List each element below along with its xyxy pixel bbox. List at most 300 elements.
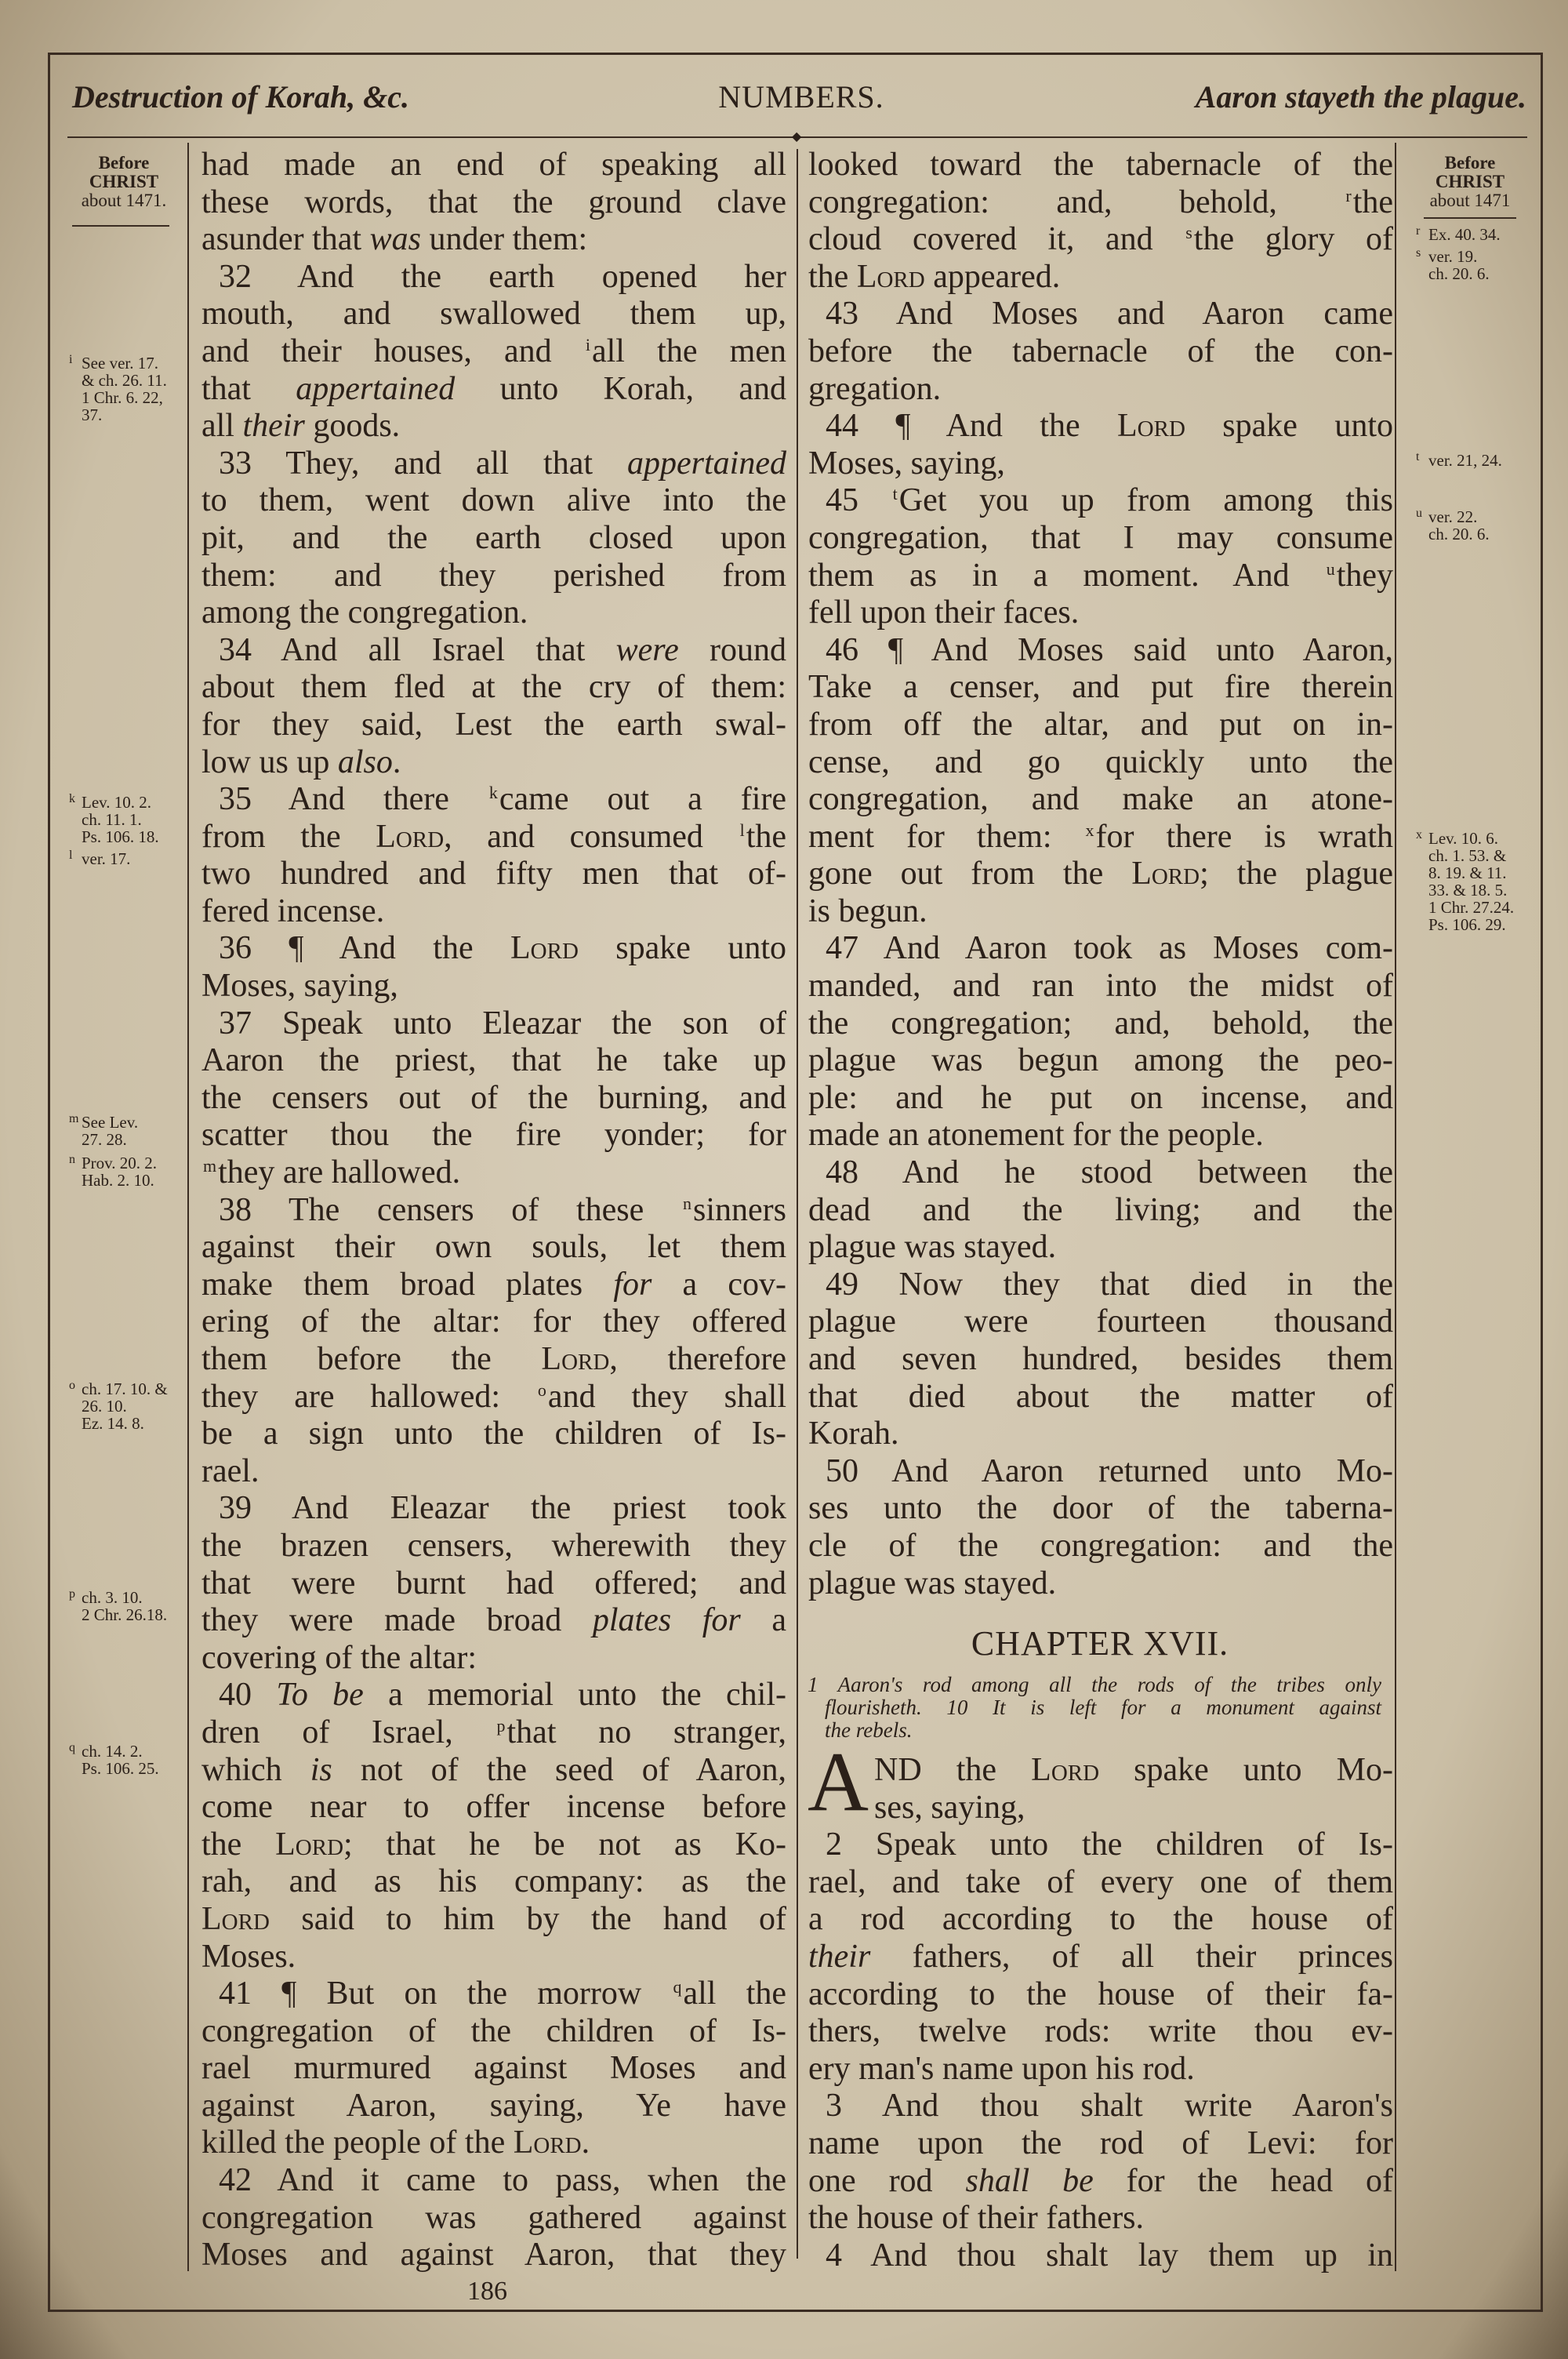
text-segment: for the head of: [1093, 2162, 1393, 2199]
text-segment: said to him by the hand of: [269, 1900, 786, 1937]
text-segment: 43 And Moses and Aaron came: [826, 296, 1393, 333]
text-segment: had made an end of speaking all: [201, 147, 786, 183]
text-segment: plague were fourteen thousand: [808, 1303, 1393, 1340]
small-caps-text: Lord: [510, 930, 579, 967]
date-label: CHRIST: [1435, 172, 1505, 191]
book-title: NUMBERS.: [718, 79, 884, 114]
reference-mark: i: [69, 353, 73, 366]
small-caps-text: Lord: [541, 1341, 610, 1377]
text-segment: ; the plague: [1200, 856, 1393, 892]
text-line: [201, 1453, 786, 1491]
text-line: [201, 371, 786, 409]
reference-text: Prov. 20. 2. Hab. 2. 10.: [82, 1154, 158, 1190]
text-segment: a rod according to the house of: [808, 1901, 1393, 1938]
text-line: [201, 1752, 786, 1790]
text-segment: come near to offer incense before: [201, 1789, 786, 1826]
text-segment: congregation: and, behold,: [808, 184, 1345, 220]
text-segment: ND the: [874, 1752, 1032, 1788]
text-segment: goods.: [304, 408, 401, 445]
text-line: [201, 1939, 786, 1976]
text-segment: the: [1352, 184, 1393, 220]
text-segment: made an atonement for the people.: [808, 1117, 1264, 1154]
text-line: [201, 1826, 786, 1864]
text-segment: sinners: [693, 1191, 786, 1228]
text-segment: which: [201, 1751, 310, 1788]
reference-text: ver. 19. ch. 20. 6.: [1428, 247, 1490, 283]
summary-line: the rebels.: [825, 1718, 913, 1742]
text-line: [201, 259, 786, 296]
text-segment: according to the house of their fa-: [808, 1976, 1393, 2012]
text-segment: before the tabernacle of the con-: [808, 333, 1393, 369]
cross-reference-mark: s: [1185, 223, 1192, 243]
left-margin-divider: [187, 143, 189, 2271]
left-text-column: [201, 147, 786, 2274]
text-line: [808, 296, 1393, 333]
text-line: [808, 1528, 1393, 1565]
text-segment: rael.: [201, 1452, 260, 1489]
text-segment: a cov-: [652, 1266, 786, 1303]
text-segment: Moses, saying,: [201, 968, 398, 1005]
marginal-reference: [1416, 450, 1502, 470]
text-segment: the: [746, 818, 786, 855]
text-line: [808, 1117, 1393, 1154]
text-segment: spake unto: [1185, 408, 1394, 445]
reference-mark: s: [1416, 246, 1421, 260]
text-line: [808, 594, 1393, 632]
text-segment: a memorial unto the chil-: [363, 1677, 786, 1714]
text-segment: the: [201, 1826, 276, 1863]
text-line: [201, 1267, 786, 1304]
text-line: [201, 1080, 786, 1118]
text-segment: came out a fire: [499, 781, 787, 818]
text-line: [201, 2013, 786, 2051]
text-segment: cle of the congregation: and the: [808, 1527, 1393, 1564]
text-line: [808, 968, 1393, 1005]
small-caps-text: Lord: [275, 1826, 344, 1863]
text-line: [808, 2237, 1393, 2275]
cross-reference-mark: x: [1085, 820, 1094, 840]
summary-line: 1 Aaron's rod among all the rods of the tribes only: [808, 1673, 1381, 1696]
italic-text: for: [613, 1266, 652, 1303]
right-text-column: [808, 147, 1393, 1602]
text-line: [808, 1379, 1393, 1416]
text-line: [201, 1640, 786, 1677]
text-segment: Moses and against Aaron, that they: [201, 2237, 786, 2274]
text-segment: that no stranger,: [506, 1714, 786, 1750]
text-line: [201, 147, 786, 184]
text-line: [808, 744, 1393, 782]
text-line: [201, 520, 786, 558]
text-segment: Aaron the priest, that he take up: [201, 1042, 786, 1079]
text-line: [201, 1602, 786, 1640]
text-segment: from off the altar, and put on in-: [808, 706, 1393, 743]
text-line: [808, 1752, 1393, 1790]
text-segment: , therefore: [609, 1341, 786, 1377]
small-caps-text: Lord: [513, 2125, 582, 2161]
reference-text: ver. 22. ch. 20. 6.: [1428, 507, 1490, 543]
text-segment: the glory of: [1193, 221, 1394, 258]
cross-reference-mark: t: [892, 484, 898, 504]
text-segment: plague was begun among the peo-: [808, 1042, 1393, 1079]
cross-reference-mark: p: [496, 1715, 506, 1736]
text-segment: 49 Now they that died in the: [826, 1266, 1393, 1303]
cross-reference-mark: o: [537, 1379, 546, 1400]
text-segment: gone out from the: [808, 856, 1132, 892]
text-segment: all the: [683, 1976, 787, 2012]
text-segment: Moses.: [201, 1938, 296, 1975]
text-segment: cloud covered it, and: [808, 221, 1185, 258]
text-segment: 39 And Eleazar the priest took: [219, 1490, 786, 1527]
date-label: Before: [98, 153, 150, 173]
column-divider: [797, 149, 798, 2259]
reference-mark: p: [69, 1587, 75, 1601]
text-line: [808, 445, 1393, 483]
italic-text: shall be: [965, 2162, 1094, 2199]
reference-text: ch. 17. 10. & 26. 10. Ez. 14. 8.: [82, 1379, 168, 1433]
text-segment: they are hallowed.: [218, 1154, 461, 1191]
text-segment: 4 And thou shalt lay them up in: [826, 2237, 1393, 2274]
text-line: [201, 445, 786, 483]
marginal-reference: [69, 353, 167, 424]
small-caps-text: Lord: [376, 818, 445, 855]
text-segment: that: [201, 370, 296, 407]
text-line: [201, 2125, 786, 2162]
text-segment: spake unto: [578, 930, 787, 967]
text-segment: make them broad plates: [201, 1266, 614, 1303]
text-line: [201, 819, 786, 856]
running-head-left: Destruction of Korah, &c.: [72, 79, 410, 114]
text-segment: looked toward the tabernacle of the: [808, 147, 1393, 183]
text-line: [808, 1939, 1393, 1976]
chapter-text: [808, 1752, 1393, 2274]
text-segment: Take a censer, and put fire therein: [808, 669, 1393, 706]
small-caps-text: Lord: [1131, 856, 1200, 892]
marginal-reference: [69, 1741, 159, 1778]
text-line: [808, 1490, 1393, 1528]
reference-text: ch. 14. 2. Ps. 106. 25.: [82, 1742, 159, 1778]
text-segment: under them:: [420, 221, 588, 258]
reference-text: Ex. 40. 34.: [1428, 225, 1501, 244]
text-line: [808, 259, 1393, 296]
text-segment: all the men: [592, 333, 786, 369]
reference-text: Lev. 10. 6. ch. 1. 53. & 8. 19. & 11. 33. & 18. 5. 1 Chr. 27.24. Ps. 106. 29.: [1428, 829, 1515, 934]
reference-mark: n: [69, 1153, 75, 1166]
italic-text: appertained: [627, 445, 786, 482]
text-line: [808, 371, 1393, 409]
text-segment: plague was stayed.: [808, 1565, 1057, 1601]
date-note-right: [1403, 154, 1537, 210]
text-line: [201, 184, 786, 222]
text-segment: all: [201, 408, 243, 445]
reference-text: ch. 3. 10. 2 Chr. 26.18.: [82, 1588, 168, 1624]
marginal-reference: [1416, 828, 1515, 934]
text-segment: asunder that: [201, 221, 370, 258]
text-segment: the: [808, 258, 857, 295]
text-line: [808, 1453, 1393, 1491]
page-number: 186: [467, 2277, 507, 2306]
text-segment: round: [678, 631, 786, 668]
text-line: [201, 408, 786, 445]
text-segment: 44 ¶ And the: [826, 408, 1117, 445]
small-caps-text: Lord: [1117, 408, 1185, 445]
text-line: [201, 221, 786, 259]
text-segment: ses unto the door of the taberna-: [808, 1490, 1393, 1527]
text-line: [808, 781, 1393, 819]
reference-mark: t: [1416, 450, 1420, 463]
header-ornament-icon: ◆: [792, 130, 802, 144]
text-line: [808, 333, 1393, 371]
italic-text: is: [310, 1751, 332, 1788]
reference-mark: l: [69, 849, 73, 862]
italic-text: their: [242, 408, 305, 445]
text-line: [201, 1341, 786, 1379]
text-line: [808, 1080, 1393, 1118]
text-line: [808, 930, 1393, 968]
text-segment: that died about the matter of: [808, 1378, 1393, 1415]
cross-reference-mark: n: [683, 1193, 691, 1213]
marginal-reference: [1416, 246, 1490, 283]
reference-text: ver. 21, 24.: [1428, 451, 1502, 470]
text-segment: not of the seed of Aaron,: [332, 1751, 786, 1788]
text-line: [201, 744, 786, 782]
text-segment: against their own souls, let them: [201, 1229, 786, 1266]
drop-cap: A: [808, 1736, 869, 1829]
text-segment: .: [581, 2125, 590, 2161]
small-caps-text: Lord: [201, 1900, 270, 1937]
running-head-right: Aaron stayeth the plague.: [1195, 79, 1526, 114]
text-segment: scatter thou the fire yonder; for: [201, 1117, 786, 1154]
italic-text: their: [808, 1938, 871, 1975]
summary-line: flourisheth. 10 It is left for a monument against: [825, 1696, 1381, 1719]
text-segment: they: [1336, 557, 1393, 594]
text-line: [808, 1042, 1393, 1080]
text-segment: and seven hundred, besides them: [808, 1341, 1393, 1377]
marginal-reference: [69, 792, 159, 846]
text-segment: the brazen censers, wherewith they: [201, 1527, 786, 1564]
text-line: [808, 482, 1393, 520]
cross-reference-mark: u: [1326, 558, 1335, 579]
text-segment: 41 ¶ But on the morrow: [219, 1976, 672, 2012]
text-segment: two hundred and fifty men that of-: [201, 856, 786, 892]
text-segment: 2 Speak unto the children of Is-: [826, 1826, 1393, 1863]
italic-text: were: [615, 631, 679, 668]
text-line: [201, 1677, 786, 1714]
text-segment: ple: and he put on incense, and: [808, 1079, 1393, 1116]
text-segment: a: [740, 1602, 786, 1639]
text-segment: the house of their fathers.: [808, 2200, 1145, 2237]
text-segment: fell upon their faces.: [808, 594, 1080, 631]
text-line: [201, 2162, 786, 2200]
text-line: [201, 893, 786, 931]
text-line: [201, 1976, 786, 2013]
cross-reference-mark: m: [203, 1156, 217, 1176]
text-segment: that were burnt had offered; and: [201, 1565, 786, 1601]
text-line: [201, 930, 786, 968]
text-line: [808, 707, 1393, 744]
text-line: [201, 1117, 786, 1154]
reference-text: Lev. 10. 2. ch. 11. 1. Ps. 106. 18.: [82, 793, 159, 846]
text-line: [201, 1490, 786, 1528]
text-line: [808, 1303, 1393, 1341]
text-segment: 46 ¶ And Moses said unto Aaron,: [826, 631, 1393, 668]
text-line: [808, 1790, 1393, 1827]
text-segment: unto Korah, and: [455, 370, 786, 407]
reference-mark: m: [69, 1112, 79, 1125]
text-segment: covering of the altar:: [201, 1639, 477, 1676]
text-segment: rah, and as his company: as the: [201, 1863, 786, 1900]
text-segment: gregation.: [808, 370, 942, 407]
text-segment: 33 They, and all that: [219, 445, 628, 482]
text-line: [808, 147, 1393, 184]
text-segment: , and consumed: [444, 818, 739, 855]
text-segment: thers, twelve rods: write thou ev-: [808, 2013, 1393, 2050]
text-line: [808, 632, 1393, 670]
text-segment: about them fled at the cry of them:: [201, 669, 786, 706]
date-year: about 1471.: [81, 191, 167, 210]
cross-reference-mark: i: [585, 334, 590, 354]
text-segment: among the congregation.: [201, 594, 528, 631]
text-segment: ment for them:: [808, 818, 1084, 855]
marginal-reference: [69, 1153, 158, 1190]
text-segment: be a sign unto the children of Is-: [201, 1416, 786, 1452]
text-segment: 45: [826, 482, 891, 519]
text-segment: pit, and the earth closed upon: [201, 519, 786, 556]
text-segment: and they shall: [547, 1378, 787, 1415]
text-line: [808, 2200, 1393, 2237]
text-line: [201, 2050, 786, 2088]
text-segment: rael, and take of every one of them: [808, 1863, 1393, 1900]
text-segment: from the: [201, 818, 376, 855]
text-segment: these words, that the ground clave: [201, 184, 786, 220]
text-line: [201, 1565, 786, 1603]
text-line: [808, 819, 1393, 856]
text-line: [808, 1976, 1393, 2014]
text-line: [201, 856, 786, 893]
text-segment: 34 And all Israel that: [219, 631, 616, 668]
reference-text: See Lev. 27. 28.: [82, 1113, 139, 1149]
text-line: [808, 893, 1393, 931]
text-line: [201, 1303, 786, 1341]
text-line: [808, 520, 1393, 558]
text-segment: for there is wrath: [1095, 818, 1393, 855]
text-line: [808, 1267, 1393, 1304]
text-line: [201, 482, 786, 520]
text-line: [808, 2088, 1393, 2125]
text-line: [201, 1714, 786, 1752]
text-line: [201, 1416, 786, 1453]
marginal-reference: [69, 1587, 168, 1624]
text-segment: name upon the rod of Levi: for: [808, 2125, 1393, 2161]
text-line: [808, 1229, 1393, 1267]
right-margin-divider: [1395, 143, 1396, 2271]
text-segment: they are hallowed:: [201, 1378, 536, 1415]
text-line: [201, 1154, 786, 1192]
text-segment: cense, and go quickly unto the: [808, 743, 1393, 780]
text-segment: 42 And it came to pass, when the: [219, 2162, 786, 2199]
text-line: [808, 1154, 1393, 1192]
cross-reference-mark: l: [739, 820, 745, 840]
text-line: [201, 632, 786, 670]
text-line: [201, 1379, 786, 1416]
text-segment: them as in a moment. And: [808, 557, 1325, 594]
text-line: [808, 2051, 1393, 2088]
text-segment: .: [392, 743, 401, 780]
reference-mark: k: [69, 792, 75, 805]
text-segment: to them, went down alive into the: [201, 482, 786, 519]
text-line: [201, 1528, 786, 1565]
text-segment: ses, saying,: [874, 1789, 1025, 1826]
text-line: [201, 968, 786, 1005]
text-line: [201, 1192, 786, 1230]
text-segment: the congregation; and, behold, the: [808, 1005, 1393, 1041]
small-caps-text: Lord: [1031, 1752, 1100, 1788]
text-line: [808, 558, 1393, 595]
text-segment: low us up: [201, 743, 338, 780]
cross-reference-mark: k: [488, 783, 498, 803]
text-line: [808, 1192, 1393, 1230]
date-year: about 1471: [1429, 191, 1511, 210]
marginal-reference: [69, 1379, 168, 1433]
italic-text: To be: [276, 1677, 364, 1714]
text-segment: congregation, that I may consume: [808, 519, 1393, 556]
text-segment: congregation of the children of Is-: [201, 2012, 786, 2049]
reference-mark: x: [1416, 828, 1422, 841]
text-segment: 36 ¶ And the: [219, 930, 510, 967]
text-line: [808, 1341, 1393, 1379]
reference-text: ver. 17.: [82, 849, 131, 868]
cross-reference-mark: r: [1345, 185, 1352, 205]
text-segment: the censers out of the burning, and: [201, 1079, 786, 1116]
text-line: [808, 856, 1393, 893]
italic-text: appertained: [296, 370, 456, 407]
text-segment: fathers, of all their princes: [870, 1938, 1393, 1975]
text-line: [201, 707, 786, 744]
margin-rule: [1424, 217, 1516, 219]
text-segment: dead and the living; and the: [808, 1191, 1393, 1228]
text-segment: rael murmured against Moses and: [201, 2050, 786, 2087]
text-line: [201, 1042, 786, 1080]
text-segment: 48 And he stood between the: [826, 1154, 1393, 1191]
text-line: [808, 2125, 1393, 2163]
italic-text: also: [337, 743, 393, 780]
text-segment: 50 And Aaron returned unto Mo-: [826, 1452, 1393, 1489]
text-line: [201, 2237, 786, 2274]
text-segment: congregation was gathered against: [201, 2199, 786, 2236]
text-line: [808, 669, 1393, 707]
text-segment: 47 And Aaron took as Moses com-: [826, 930, 1393, 967]
cross-reference-mark: q: [673, 1977, 682, 1997]
text-segment: congregation, and make an atone-: [808, 781, 1393, 818]
text-line: [808, 221, 1393, 259]
text-segment: 35 And there: [219, 781, 488, 818]
text-line: [201, 669, 786, 707]
text-segment: manded, and ran into the midst of: [808, 968, 1393, 1005]
text-line: [201, 1229, 786, 1267]
text-segment: 40: [219, 1677, 277, 1714]
text-segment: spake unto Mo-: [1099, 1752, 1393, 1788]
small-caps-text: Lord: [856, 258, 925, 295]
reference-text: See ver. 17. & ch. 26. 11. 1 Chr. 6. 22, 37.: [82, 354, 167, 424]
text-segment: 32 And the earth opened her: [219, 258, 786, 295]
text-line: [201, 1863, 786, 1901]
chapter-heading: CHAPTER XVII.: [971, 1624, 1229, 1663]
text-segment: plague was stayed.: [808, 1229, 1057, 1266]
text-segment: ering of the altar: for they offered: [201, 1303, 786, 1340]
text-segment: for they said, Lest the earth swal-: [201, 706, 786, 743]
text-segment: ; that he be not as Ko-: [343, 1826, 787, 1863]
text-segment: and their houses, and: [201, 333, 584, 369]
text-segment: 3 And thou shalt write Aaron's: [826, 2088, 1393, 2125]
